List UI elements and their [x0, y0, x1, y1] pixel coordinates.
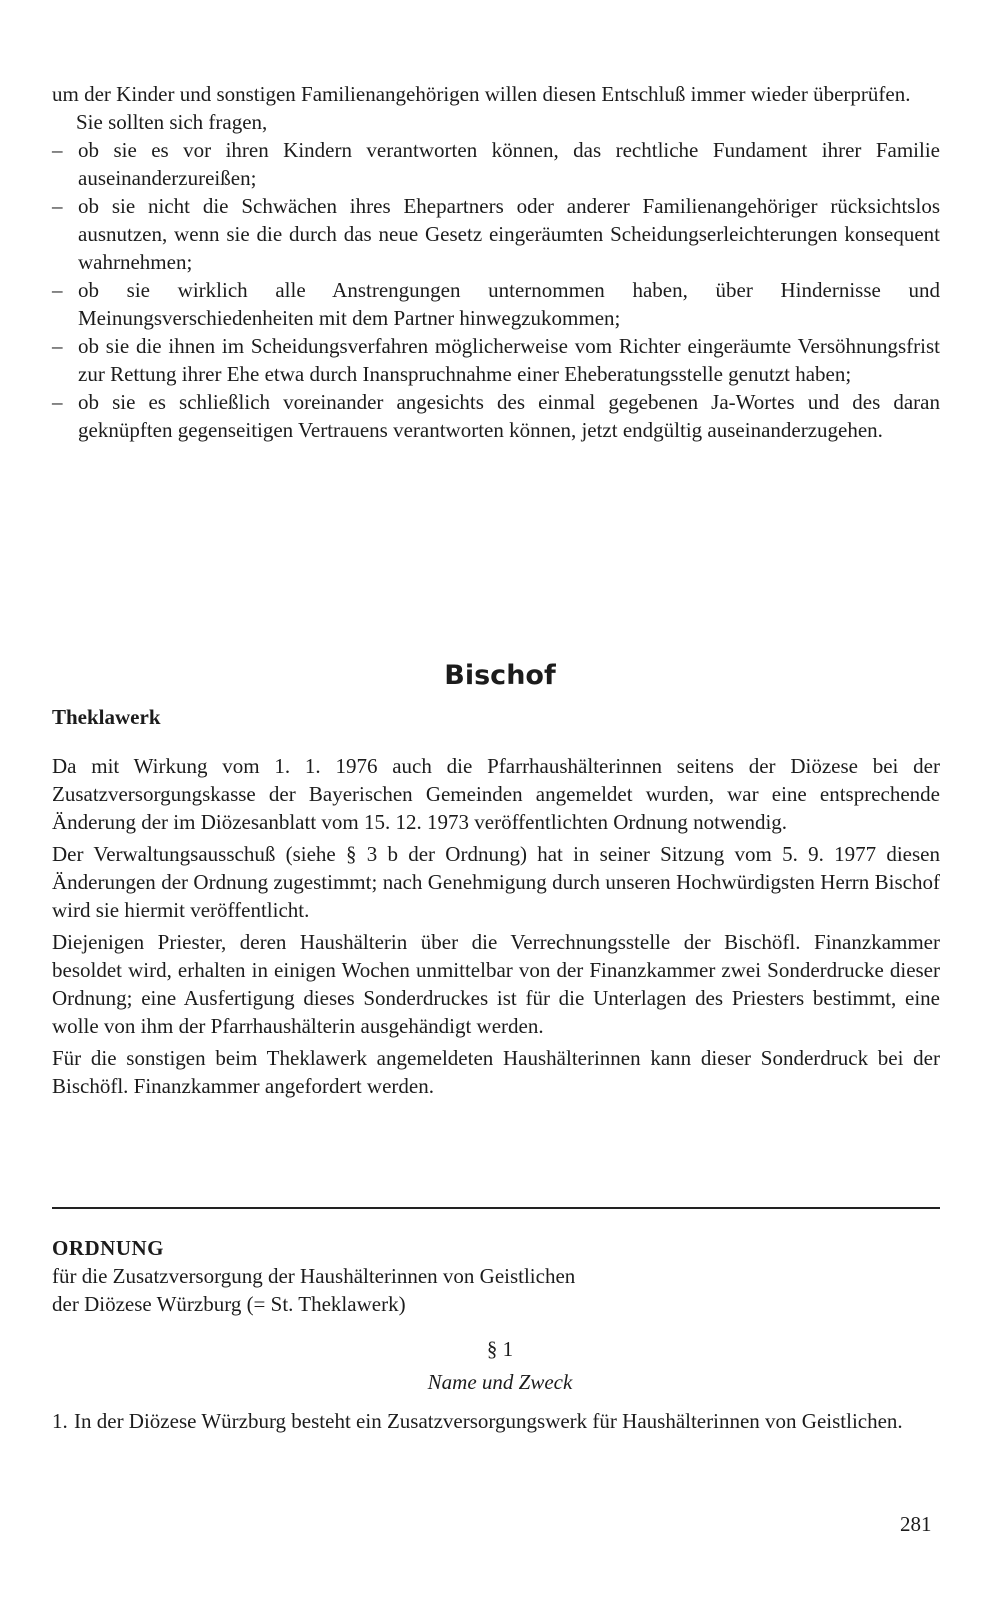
body-paragraph: Für die sonstigen beim Theklawerk angemeldeten Haushälterinnen kann dieser Sonderdruck bei der Bischöfl. Finanzkammer angefordert werden.: [52, 1046, 940, 1098]
question-item: – ob sie es schließlich voreinander angesichts des einmal gegebenen Ja-Wortes und des daran geknüpften gegenseitigen Vertrauens verantworten können, jetzt endgültig auseinanderzugehen.: [52, 388, 940, 444]
clause-text: In der Diözese Würzburg besteht ein Zusatzversorgungswerk für Haushälterinnen von Geistlichen.: [74, 1409, 903, 1433]
clause-1: [52, 1407, 940, 1435]
question-item: – ob sie wirklich alle Anstrengungen unternommen haben, über Hindernisse und Meinungsverschiedenheiten mit dem Partner hinwegzukommen;: [52, 276, 940, 332]
body-paragraph: Da mit Wirkung vom 1. 1. 1976 auch die Pfarrhaushälterinnen seitens der Diözese bei der Zusatzversorgungskasse der Bayerischen Gemeinden angemeldet wurden, war eine entsprechende Änderung der im Diözesanblatt vom 15. 12. 1973 veröffentlichten Ordnung notwendig.: [52, 754, 940, 834]
ordnung-subtitle-line: für die Zusatzversorgung der Haushälterinnen von Geistlichen: [52, 1264, 576, 1288]
clause-number: 1.: [52, 1409, 68, 1433]
question-list: [52, 136, 940, 444]
ordnung-subtitle: [52, 1262, 940, 1318]
question-item: – ob sie es vor ihren Kindern verantworten können, das rechtliche Fundament ihrer Familie auseinanderzureißen;: [52, 136, 940, 192]
section-subheading: Theklawerk: [52, 705, 161, 729]
body-paragraph: Der Verwaltungsausschuß (siehe § 3 b der Ordnung) hat in seiner Sitzung vom 5. 9. 1977 diesen Änderungen der Ordnung zugestimmt; nach Genehmigung durch unseren Hochwürdigsten Herrn Bischof wird sie hiermit veröffentlicht.: [52, 842, 940, 922]
theklawerk-body: [52, 752, 940, 1104]
paragraph-title: Name und Zweck: [427, 1370, 573, 1394]
page-number: 281: [900, 1512, 932, 1536]
question-item: – ob sie die ihnen im Scheidungsverfahren möglicherweise vom Richter eingeräumte Versöhnungsfrist zur Rettung ihrer Ehe etwa durch Inanspruchnahme einer Eheberatungsstelle genutzt haben;: [52, 332, 940, 388]
question-intro: Sie sollten sich fragen,: [76, 110, 268, 134]
section-heading: Bischof: [444, 660, 556, 691]
question-item: – ob sie nicht die Schwächen ihres Ehepartners oder anderer Familienangehöriger rücksichtslos ausnutzen, wenn sie die durch das neue Gesetz eingeräumten Scheidungserleichterungen konsequent wahrnehmen;: [52, 192, 940, 276]
section-divider: [52, 1207, 940, 1209]
paragraph-number: § 1: [486, 1337, 514, 1361]
ordnung-subtitle-line: der Diözese Würzburg (= St. Theklawerk): [52, 1292, 406, 1316]
intro-section: [52, 80, 940, 444]
intro-lead: um der Kinder und sonstigen Familienangehörigen willen diesen Entschluß immer wieder überprüfen.: [52, 82, 911, 106]
ordnung-title: ORDNUNG: [52, 1236, 164, 1260]
body-paragraph: Diejenigen Priester, deren Haushälterin über die Verrechnungsstelle der Bischöfl. Finanzkammer besoldet wird, erhalten in einigen Wochen unmittelbar von der Finanzkammer zwei Sonderdrucke dieser Ordnung; eine Ausfertigung dieses Sonderdruckes ist für die Unterlagen des Priesters bestimmt, eine wolle von ihm der Pfarrhaushälterin ausgehändigt werden.: [52, 930, 940, 1038]
